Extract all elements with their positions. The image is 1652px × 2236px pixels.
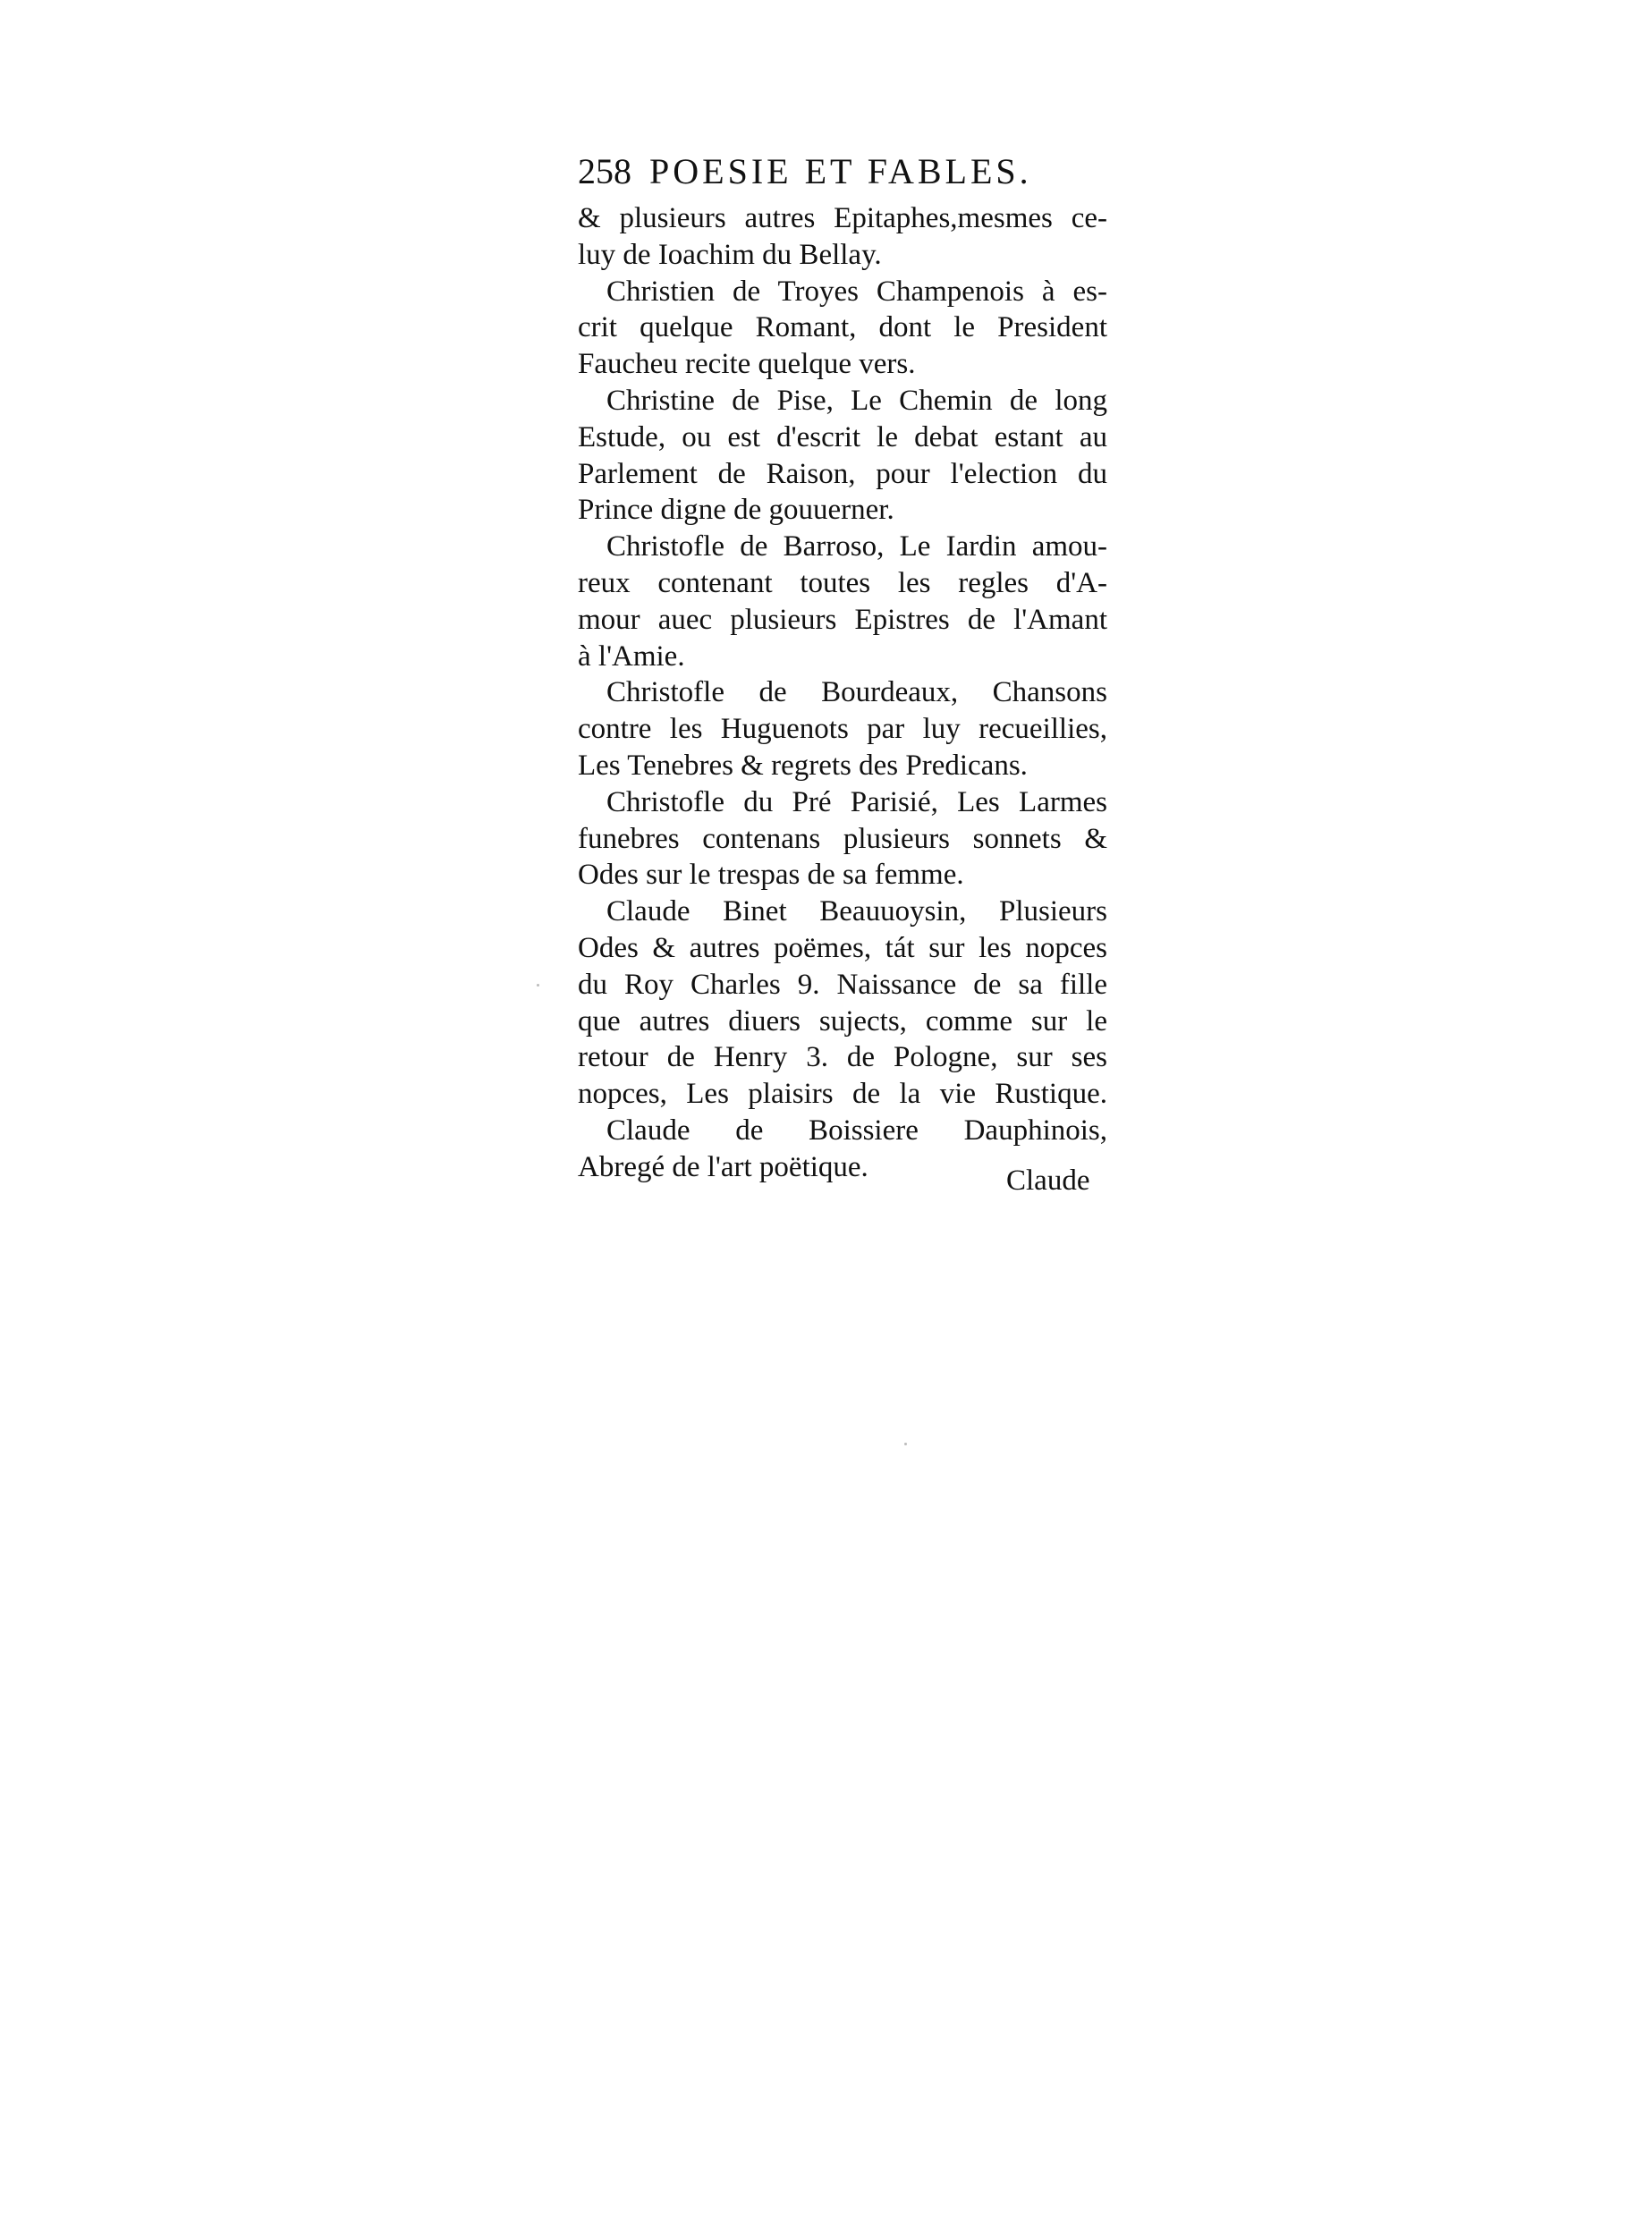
- text-line: crit quelque Romant, dont le President: [578, 311, 1107, 344]
- text-line: que autres diuers sujects, comme sur le: [578, 1004, 1107, 1038]
- paper-speck: [904, 1443, 907, 1445]
- text-line: retour de Henry 3. de Pologne, sur ses: [578, 1041, 1107, 1074]
- text-line: Christine de Pise, Le Chemin de long: [606, 384, 1107, 417]
- running-head: [578, 150, 1107, 200]
- text-line: Les Tenebres & regrets des Predicans.: [578, 749, 1028, 782]
- text-line: Parlement de Raison, pour l'election du: [578, 457, 1107, 490]
- text-line: & plusieurs autres Epitaphes,mesmes ce-: [578, 202, 1107, 234]
- text-line: Odes sur le trespas de sa femme.: [578, 859, 964, 892]
- text-line: Christofle du Pré Parisié, Les Larmes: [606, 785, 1107, 818]
- catchword: Claude: [1006, 1165, 1090, 1197]
- text-line: contre les Huguenots par luy recueillies,: [578, 713, 1107, 746]
- text-line: à l'Amie.: [578, 639, 685, 673]
- text-line: Estude, ou est d'escrit le debat estant au: [578, 420, 1107, 453]
- text-line: Faucheu recite quelque vers.: [578, 348, 916, 381]
- text-line: Christofle de Barroso, Le Iardin amou-: [606, 530, 1107, 563]
- paper-speck: [537, 984, 539, 987]
- text-line: Christofle de Bourdeaux, Chansons: [606, 676, 1107, 709]
- text-line: funebres contenans plusieurs sonnets &: [578, 822, 1107, 855]
- text-line: Christien de Troyes Champenois à es-: [606, 275, 1107, 308]
- text-line: Prince digne de gouuerner.: [578, 494, 894, 527]
- running-title: POESIE ET FABLES.: [649, 151, 1032, 191]
- text-block: [578, 150, 1107, 1186]
- text-line: Claude de Boissiere Dauphinois,: [606, 1114, 1107, 1147]
- text-line: mour auec plusieurs Epistres de l'Amant: [578, 603, 1107, 636]
- text-line: luy de Ioachim du Bellay.: [578, 238, 882, 271]
- text-line: nopces, Les plaisirs de la vie Rustique.: [578, 1078, 1107, 1111]
- body-text: [578, 200, 1107, 1186]
- text-line: du Roy Charles 9. Naissance de sa fille: [578, 968, 1107, 1001]
- text-line: Abregé de l'art poëtique.: [578, 1150, 868, 1183]
- text-line: Odes & autres poëmes, tát sur les nopces: [578, 931, 1107, 964]
- text-line: reux contenant toutes les regles d'A-: [578, 566, 1107, 599]
- page-number: 258: [578, 151, 631, 191]
- text-line: Claude Binet Beauuoysin, Plusieurs: [606, 895, 1107, 928]
